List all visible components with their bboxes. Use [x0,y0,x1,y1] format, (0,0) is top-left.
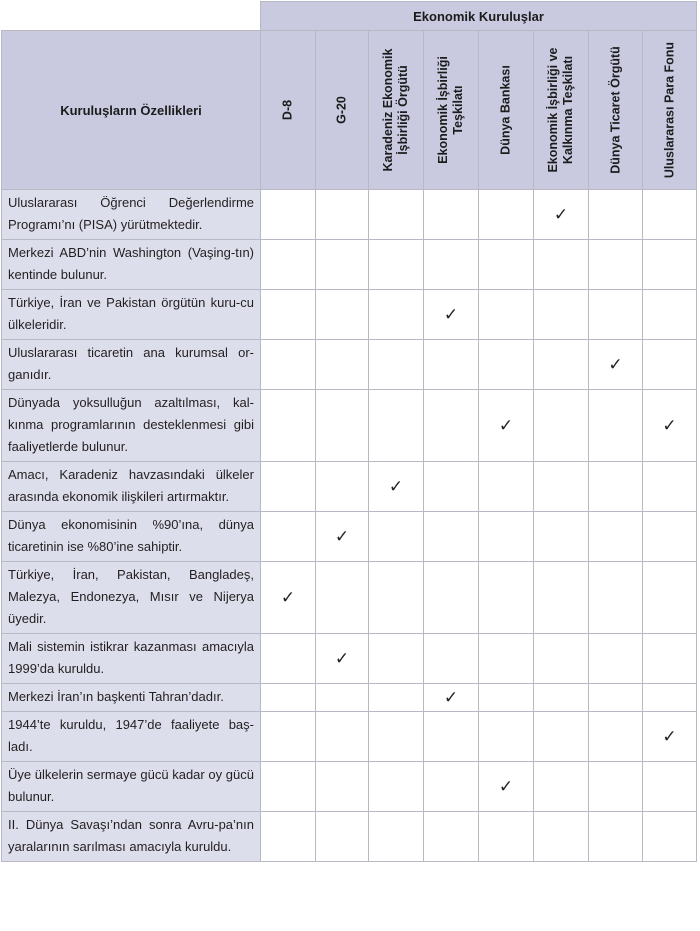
mark-cell [589,462,643,512]
mark-cell [316,190,369,240]
feature-text: II. Dünya Savaşı’ndan sonra Avru-pa’nın yaralarının sarılması amacıyla kuruldu. [2,812,261,862]
org-header-6 [589,31,643,190]
mark-cell [369,462,424,512]
org-header-4 [479,31,534,190]
feature-text: Merkezi ABD’nin Washington (Vaşing-tın) kentinde bulunur. [2,240,261,290]
table-row [2,290,697,340]
mark-cell [534,512,589,562]
mark-cell [643,812,697,862]
mark-cell [424,812,479,862]
mark-cell [261,634,316,684]
check-mark-icon: ✓ [662,726,677,747]
check-mark-icon: ✓ [498,776,514,797]
mark-cell [589,634,643,684]
table-row [2,712,697,762]
mark-cell [479,762,534,812]
org-header-5 [534,31,589,190]
mark-cell [534,462,589,512]
mark-cell [643,512,697,562]
mark-cell [589,512,643,562]
mark-cell [261,290,316,340]
mark-cell [643,340,697,390]
mark-cell [479,340,534,390]
check-mark-icon: ✓ [334,526,350,547]
table-row [2,340,697,390]
mark-cell [369,562,424,634]
org-header-7 [643,31,697,190]
mark-cell [369,812,424,862]
feature-text: Dünyada yoksulluğun azaltılması, kal-kınma programlarının desteklenmesi gibi faaliyetlerde bulunur. [2,390,261,462]
table-row [2,562,697,634]
table-row [2,684,697,712]
mark-cell [534,390,589,462]
check-mark-icon: ✓ [662,415,677,436]
mark-cell [261,562,316,634]
check-mark-icon: ✓ [443,304,459,325]
mark-cell [534,712,589,762]
org-header-label: Dünya Ticaret Örgütü [608,46,622,174]
mark-cell [479,684,534,712]
feature-text: Merkezi İran’ın başkenti Tahran’dadır. [2,684,261,712]
mark-cell [424,190,479,240]
feature-text: Üye ülkelerin sermaye gücü kadar oy gücü bulunur. [2,762,261,812]
mark-cell [643,462,697,512]
mark-cell [424,512,479,562]
org-header-0 [261,31,316,190]
table-row [2,390,697,462]
mark-cell [369,240,424,290]
table-row [2,240,697,290]
mark-cell [369,340,424,390]
mark-cell [589,712,643,762]
mark-cell [643,562,697,634]
mark-cell [479,812,534,862]
table-row [2,512,697,562]
mark-cell [589,762,643,812]
mark-cell [589,340,643,390]
mark-cell [261,684,316,712]
mark-cell [643,240,697,290]
mark-cell [369,634,424,684]
mark-cell [479,712,534,762]
feature-text: Uluslararası Öğrenci Değerlendirme Programı’nı (PISA) yürütmektedir. [2,190,261,240]
feature-text: Dünya ekonomisinin %90’ına, dünya ticaretinin ise %80’ine sahiptir. [2,512,261,562]
mark-cell [424,462,479,512]
org-header-label: Karadeniz Ekonomik İşbirliği Örgütü [381,48,410,172]
mark-cell [261,462,316,512]
mark-cell [479,562,534,634]
header-blank-cell [2,2,261,31]
mark-cell [369,290,424,340]
mark-cell [589,812,643,862]
org-header-2 [369,31,424,190]
check-mark-icon: ✓ [498,415,514,436]
mark-cell [424,562,479,634]
feature-text: 1944’te kuruldu, 1947’de faaliyete baş-ladı. [2,712,261,762]
org-header-label: Uluslararası Para Fonu [662,41,676,179]
mark-cell [261,390,316,462]
table-row [2,190,697,240]
table-row [2,762,697,812]
mark-cell [479,462,534,512]
mark-cell [534,340,589,390]
mark-cell [589,562,643,634]
org-header-label: Ekonomik İşbirliği ve Kalkınma Teşkilatı [546,47,575,173]
feature-text: Amacı, Karadeniz havzasındaki ülkeler arasında ekonomik ilişkileri artırmaktır. [2,462,261,512]
feature-text: Uluslararası ticaretin ana kurumsal or-ganıdır. [2,340,261,390]
mark-cell [479,512,534,562]
mark-cell [316,684,369,712]
mark-cell [643,684,697,712]
mark-cell [369,712,424,762]
mark-cell [534,634,589,684]
mark-cell [316,290,369,340]
mark-cell [261,712,316,762]
mark-cell [261,812,316,862]
mark-cell [424,712,479,762]
table-row [2,634,697,684]
mark-cell [261,240,316,290]
mark-cell [534,562,589,634]
mark-cell [261,340,316,390]
mark-cell [424,684,479,712]
org-header-label: D-8 [280,99,295,121]
table-body [2,190,697,862]
mark-cell [589,684,643,712]
organizations-table [1,1,697,862]
mark-cell [643,390,697,462]
table-row [2,812,697,862]
mark-cell [534,684,589,712]
mark-cell [369,762,424,812]
org-header-label: G-20 [334,96,349,124]
mark-cell [643,290,697,340]
feature-text: Türkiye, İran, Pakistan, Bangladeş, Malezya, Endonezya, Mısır ve Nijerya üyedir. [2,562,261,634]
mark-cell [424,762,479,812]
mark-cell [316,712,369,762]
feature-text: Mali sistemin istikrar kazanması amacıyla 1999’da kuruldu. [2,634,261,684]
org-header-3 [424,31,479,190]
mark-cell [316,240,369,290]
mark-cell [261,762,316,812]
mark-cell [643,762,697,812]
org-header-label: Ekonomik İşbirliği Teşkilatı [436,56,465,164]
features-header: Kuruluşların Özellikleri [2,31,261,190]
mark-cell [589,290,643,340]
table-row [2,462,697,512]
mark-cell [316,390,369,462]
mark-cell [316,812,369,862]
mark-cell [316,512,369,562]
org-header-label: Dünya Bankası [498,65,513,155]
mark-cell [589,190,643,240]
mark-cell [534,240,589,290]
mark-cell [316,762,369,812]
mark-cell [534,762,589,812]
check-mark-icon: ✓ [280,587,296,608]
mark-cell [369,684,424,712]
mark-cell [316,462,369,512]
mark-cell [479,634,534,684]
mark-cell [479,240,534,290]
org-header-1 [316,31,369,190]
feature-text: Türkiye, İran ve Pakistan örgütün kuru-cu ülkeleridir. [2,290,261,340]
check-mark-icon: ✓ [608,354,623,375]
mark-cell [424,340,479,390]
mark-cell [424,240,479,290]
mark-cell [261,512,316,562]
mark-cell [424,290,479,340]
check-mark-icon: ✓ [443,687,459,708]
mark-cell [643,190,697,240]
check-mark-icon: ✓ [553,204,569,225]
mark-cell [316,340,369,390]
mark-cell [261,190,316,240]
mark-cell [643,712,697,762]
mark-cell [479,290,534,340]
mark-cell [369,390,424,462]
mark-cell [369,190,424,240]
mark-cell [643,634,697,684]
mark-cell [369,512,424,562]
mark-cell [534,290,589,340]
check-mark-icon: ✓ [334,648,350,669]
mark-cell [589,240,643,290]
mark-cell [534,190,589,240]
mark-cell [424,390,479,462]
mark-cell [424,634,479,684]
mark-cell [589,390,643,462]
mark-cell [534,812,589,862]
check-mark-icon: ✓ [388,476,404,497]
group-header: Ekonomik Kuruluşlar [261,2,697,31]
mark-cell [479,390,534,462]
mark-cell [316,634,369,684]
mark-cell [479,190,534,240]
mark-cell [316,562,369,634]
